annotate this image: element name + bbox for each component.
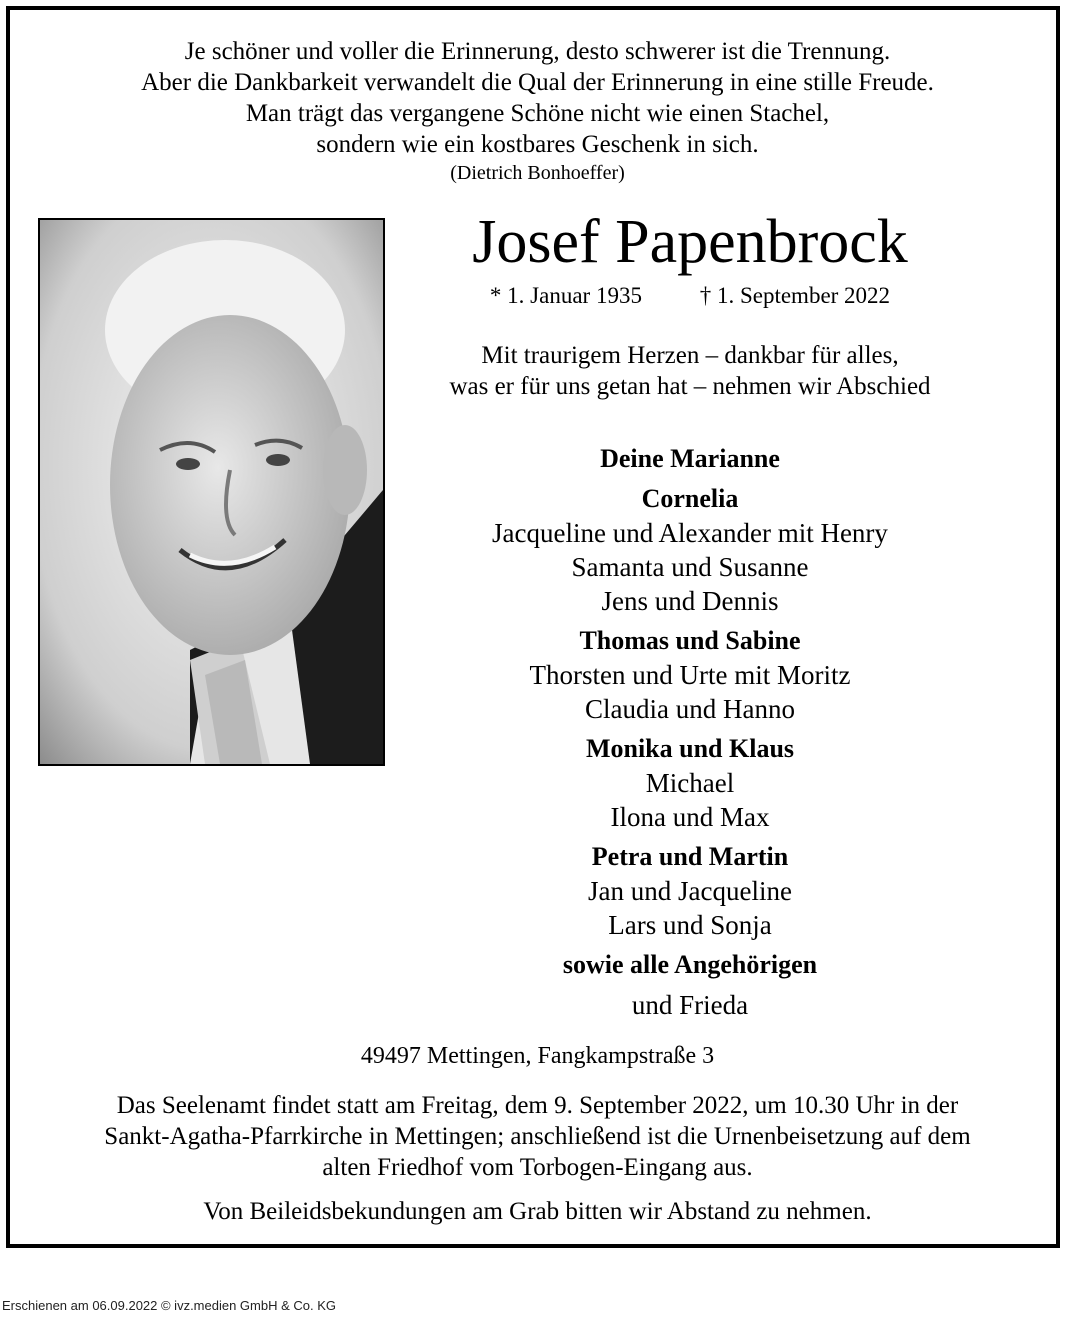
mourner-name-bold: Petra und Martin (591, 842, 789, 871)
mourners-list (400, 442, 980, 1028)
farewell-text (400, 340, 980, 402)
service-line: alten Friedhof vom Torbogen-Eingang aus. (322, 1154, 753, 1181)
memorial-quote (0, 36, 1075, 186)
mourner-name-bold: Thomas und Sabine (579, 626, 801, 655)
farewell-line: Mit traurigem Herzen – dankbar für alles, (481, 342, 899, 369)
quote-line: Aber die Dankbarkeit verwandelt die Qual der Erinnerung in eine stille Freude. (141, 69, 934, 96)
life-dates (400, 281, 980, 311)
mourner-name: Samanta und Susanne (571, 552, 809, 582)
mourner-group (400, 732, 980, 834)
mourner-name-bold: Deine Marianne (600, 444, 780, 473)
mourner-name: Thorsten und Urte mit Moritz (529, 660, 851, 690)
closing-note: Von Beileidsbekundungen am Grab bitten wir Abstand zu nehmen. (203, 1198, 872, 1225)
birth-date: * 1. Januar 1935 (489, 283, 642, 308)
mourner-name: und Frieda (631, 990, 749, 1020)
mourner-name: Claudia und Hanno (585, 694, 795, 724)
quote-source: (Dietrich Bonhoeffer) (450, 162, 625, 184)
mourner-group (400, 948, 980, 982)
mourner-name-bold: Cornelia (641, 484, 739, 513)
publication-footer: Erschienen am 06.09.2022 © ivz.medien GmbH & Co. KG (2, 1298, 337, 1313)
quote-line: sondern wie ein kostbares Geschenk in sich. (316, 131, 759, 158)
death-date: † 1. September 2022 (699, 283, 891, 308)
service-line: Sankt-Agatha-Pfarrkirche in Mettingen; anschließend ist die Urnenbeisetzung auf dem (104, 1123, 971, 1150)
farewell-line: was er für uns getan hat – nehmen wir Abschied (449, 373, 931, 400)
service-info (0, 1090, 1075, 1183)
portrait-image (40, 220, 383, 764)
mourner-name: Lars und Sonja (608, 910, 772, 940)
mourner-name: Jacqueline und Alexander mit Henry (492, 518, 888, 548)
service-line: Das Seelenamt findet statt am Freitag, dem 9. September 2022, um 10.30 Uhr in der (116, 1092, 959, 1119)
mourner-name: Jens und Dennis (601, 586, 779, 616)
mourner-group (400, 442, 980, 476)
mourner-group (400, 988, 980, 1022)
mourner-name-bold: Monika und Klaus (585, 734, 795, 763)
portrait-photo (38, 218, 385, 766)
quote-line: Je schöner und voller die Erinnerung, desto schwerer ist die Trennung. (184, 38, 891, 65)
mourner-group (400, 840, 980, 942)
mourner-name-bold: sowie alle Angehörigen (562, 950, 818, 979)
mourner-name: Michael (645, 768, 735, 798)
quote-line: Man trägt das vergangene Schöne nicht wie einen Stachel, (245, 100, 830, 127)
deceased-name: Josef Papenbrock (472, 208, 908, 276)
mourner-name: Ilona und Max (610, 802, 770, 832)
mourner-name: Jan und Jacqueline (588, 876, 792, 906)
mourner-group (400, 624, 980, 726)
address: 49497 Mettingen, Fangkampstraße 3 (360, 1043, 715, 1069)
mourner-group (400, 482, 980, 618)
